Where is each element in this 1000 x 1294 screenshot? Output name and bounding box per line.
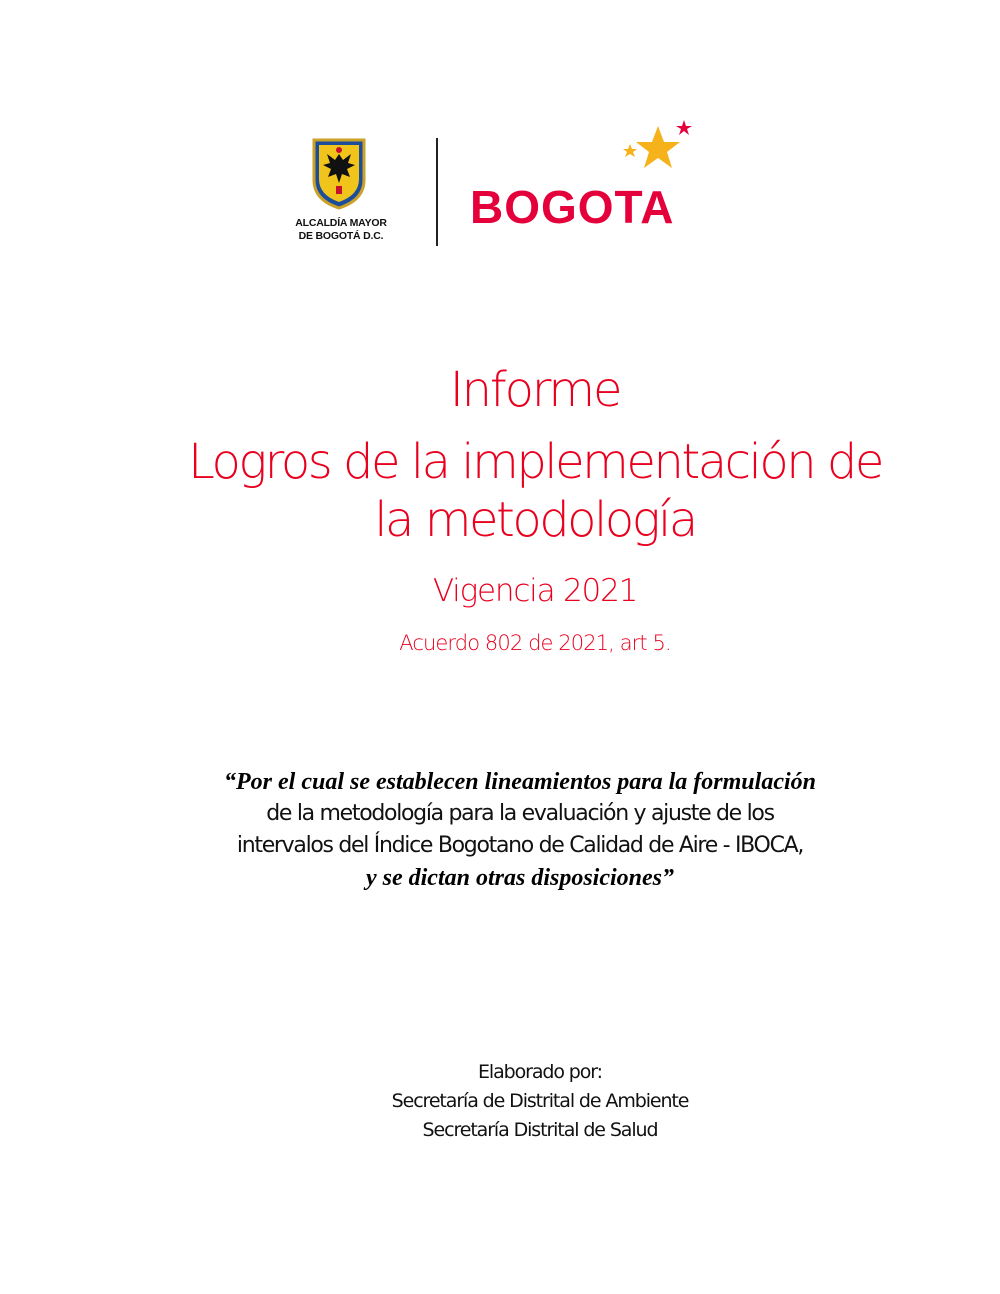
- acuerdo-label: Acuerdo 802 de 2021, art 5.: [399, 631, 671, 655]
- acuerdo-quote: [100, 766, 940, 894]
- alcaldia-line-2: DE BOGOTÁ D.C.: [298, 230, 384, 242]
- alcaldia-line-1: ALCALDÍA MAYOR: [295, 217, 387, 229]
- quote-line-2: de la metodología para la evaluación y ajuste de los: [266, 801, 774, 826]
- vigencia-label: Vigencia 2021: [432, 573, 638, 609]
- alcaldia-label: [280, 217, 402, 243]
- title-main: [100, 433, 970, 549]
- credits-entity-2: Secretaría Distrital de Salud: [422, 1119, 658, 1141]
- bogota-wordmark-logo: [470, 173, 700, 235]
- title-line-2: Logros de la implementación de: [188, 434, 882, 490]
- title-informe: Informe: [449, 362, 621, 418]
- credits-label: Elaborado por:: [478, 1061, 602, 1083]
- quote-line-4: y se dictan otras disposiciones”: [365, 865, 674, 891]
- stars-icon: [620, 118, 695, 178]
- header-logos: [270, 118, 710, 253]
- bogota-coat-of-arms-icon: [310, 136, 368, 210]
- quote-line-1: “Por el cual se establecen lineamientos para la formulación: [224, 769, 816, 795]
- credits-entity-1: Secretaría de Distrital de Ambiente: [391, 1090, 689, 1112]
- bogota-wordmark-text: BOGOTA: [470, 181, 675, 233]
- quote-line-3: intervalos del Índice Bogotano de Calidad de Aire - IBOCA,: [236, 833, 804, 858]
- logo-divider: [436, 138, 438, 246]
- title-line-3: la metodología: [374, 492, 696, 548]
- credits-block: [270, 1058, 810, 1145]
